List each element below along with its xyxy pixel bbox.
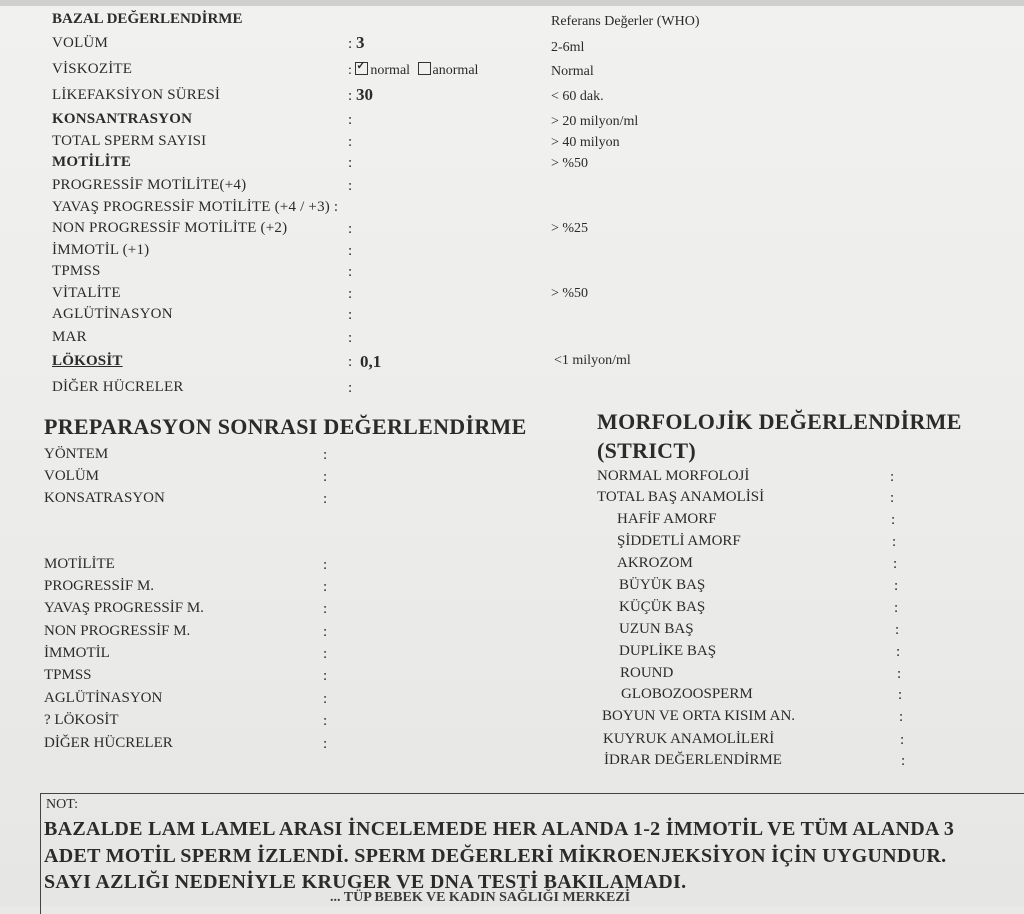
note-line-1: BAZALDE LAM LAMEL ARASI İNCELEMEDE HER ALANDA 1-2 İMMOTİL VE TÜM ALANDA 3: [44, 818, 955, 840]
morf-item-label: BOYUN VE ORTA KISIM AN.: [602, 708, 796, 724]
prep-item-label: TPMSS: [44, 667, 92, 683]
prep-item-label: DİĞER HÜCRELER: [44, 735, 173, 751]
non-progressif-label: NON PROGRESSİF MOTİLİTE (+2): [52, 220, 288, 236]
konsantrasyon-ref: > 20 milyon/ml: [551, 114, 639, 129]
prep-item-colon: :: [323, 736, 328, 752]
reference-title: Referans Değerler (WHO): [551, 14, 700, 29]
morf-item-colon: :: [894, 600, 899, 616]
prep-item-colon: :: [323, 713, 328, 729]
total-sperm-label: TOTAL SPERM SAYISI: [52, 133, 207, 149]
prep-item-colon: :: [323, 491, 328, 507]
morf-item-label: GLOBOZOOSPERM: [621, 686, 753, 702]
prep-item-colon: :: [323, 691, 328, 707]
aglutinasyon-label: AGLÜTİNASYON: [52, 306, 173, 322]
viskozite-colon: :: [348, 63, 352, 78]
total-sperm-colon: :: [348, 134, 353, 150]
vitalite-colon: :: [348, 286, 353, 302]
tpmss-colon: :: [348, 264, 353, 280]
motilite-ref: > %50: [551, 156, 589, 171]
morf-item-label: KÜÇÜK BAŞ: [619, 599, 706, 615]
prep-item-colon: :: [323, 646, 328, 662]
note-label: NOT:: [46, 797, 78, 812]
prep-item-label: KONSATRASYON: [44, 490, 165, 506]
morf-item-label: NORMAL MORFOLOJİ: [597, 468, 750, 484]
prep-item-colon: :: [323, 668, 328, 684]
progressif-colon: :: [348, 178, 353, 194]
aglutinasyon-colon: :: [348, 307, 353, 323]
motilite-label: MOTİLİTE: [52, 154, 132, 170]
morf-item-colon: :: [901, 753, 906, 769]
viskozite-label: VİSKOZİTE: [52, 61, 133, 77]
lokosit-colon: :: [348, 354, 353, 370]
morf-item-colon: :: [894, 578, 899, 594]
volum-value: 3: [356, 33, 365, 52]
likefaksiyon-colon: :: [348, 88, 353, 104]
motilite-colon: :: [348, 155, 353, 171]
morf-item-colon: :: [899, 709, 904, 725]
prep-item-label: PROGRESSİF M.: [44, 578, 155, 594]
note-line-3: SAYI AZLIĞI NEDENİYLE KRUGER VE DNA TESTİ BAKILAMADI.: [44, 871, 687, 893]
viskozite-options: [348, 62, 478, 79]
prep-title: PREPARASYON SONRASI DEĞERLENDİRME: [44, 414, 527, 439]
page-top-edge: [0, 0, 1024, 6]
lokosit-value: 0,1: [360, 352, 382, 371]
viskozite-ref: Normal: [551, 64, 594, 79]
normal-option-label: normal: [370, 63, 411, 78]
morf-item-label: DUPLİKE BAŞ: [619, 643, 717, 659]
morf-item-label: İDRAR DEĞERLENDİRME: [604, 752, 782, 768]
likefaksiyon-value: 30: [356, 85, 373, 104]
basal-title: BAZAL DEĞERLENDİRME: [52, 11, 243, 27]
anormal-checkbox[interactable]: [418, 62, 431, 75]
likefaksiyon-ref: < 60 dak.: [551, 89, 604, 104]
morf-item-colon: :: [896, 644, 901, 660]
morf-item-label: ŞİDDETLİ AMORF: [617, 533, 741, 549]
konsantrasyon-label: KONSANTRASYON: [52, 111, 193, 127]
progressif-label: PROGRESSİF MOTİLİTE(+4): [52, 177, 247, 193]
mar-label: MAR: [52, 329, 87, 345]
prep-item-colon: :: [323, 469, 328, 485]
morf-item-colon: :: [895, 622, 900, 638]
prep-item-label: AGLÜTİNASYON: [44, 690, 163, 706]
morf-item-label: HAFİF AMORF: [617, 511, 717, 527]
konsantrasyon-colon: :: [348, 112, 353, 128]
prep-item-label: YÖNTEM: [44, 446, 109, 462]
volum-label: VOLÜM: [52, 35, 108, 51]
morf-item-colon: :: [900, 732, 905, 748]
immotil-colon: :: [348, 243, 353, 259]
immotil-label: İMMOTİL (+1): [52, 242, 150, 258]
non-progressif-colon: :: [348, 221, 353, 237]
likefaksiyon-label: LİKEFAKSİYON SÜRESİ: [52, 87, 221, 103]
morf-item-label: BÜYÜK BAŞ: [619, 577, 706, 593]
morf-item-label: TOTAL BAŞ ANAMOLİSİ: [597, 489, 765, 505]
prep-item-colon: :: [323, 447, 328, 463]
prep-item-colon: :: [323, 579, 328, 595]
vitalite-ref: > %50: [551, 286, 589, 301]
normal-checkbox[interactable]: [355, 62, 368, 75]
mar-colon: :: [348, 330, 353, 346]
lokosit-ref: <1 milyon/ml: [554, 353, 631, 368]
volum-colon: :: [348, 36, 353, 52]
morf-item-colon: :: [892, 534, 897, 550]
morf-item-label: ROUND: [620, 665, 674, 681]
prep-item-label: YAVAŞ PROGRESSİF M.: [44, 600, 204, 616]
morf-item-label: KUYRUK ANAMOLİLERİ: [603, 731, 775, 747]
prep-item-colon: :: [323, 557, 328, 573]
morf-item-colon: :: [897, 666, 902, 682]
morf-item-colon: :: [890, 469, 895, 485]
prep-item-colon: :: [323, 601, 328, 617]
tpmss-label: TPMSS: [52, 263, 101, 279]
prep-item-label: NON PROGRESSİF M.: [44, 623, 191, 639]
footer-text: ... TÜP BEBEK VE KADIN SAĞLIĞI MERKEZİ: [330, 890, 631, 905]
morf-item-colon: :: [898, 687, 903, 703]
diger-hucreler-colon: :: [348, 380, 353, 396]
morf-item-colon: :: [890, 490, 895, 506]
morf-item-colon: :: [893, 556, 898, 572]
vitalite-label: VİTALİTE: [52, 285, 121, 301]
diger-hucreler-label: DİĞER HÜCRELER: [52, 379, 184, 395]
total-sperm-ref: > 40 milyon: [551, 135, 620, 150]
anormal-option-label: anormal: [432, 63, 479, 78]
lokosit-label: LÖKOSİT: [52, 353, 123, 369]
morf-item-label: UZUN BAŞ: [619, 621, 694, 637]
non-progressif-ref: > %25: [551, 221, 589, 236]
morf-title-line1: MORFOLOJİK DEĞERLENDİRME: [597, 409, 962, 434]
prep-item-label: VOLÜM: [44, 468, 99, 484]
prep-item-colon: :: [323, 624, 328, 640]
morf-item-label: AKROZOM: [617, 555, 693, 571]
prep-item-label: İMMOTİL: [44, 645, 110, 661]
volum-ref: 2-6ml: [551, 40, 585, 55]
morf-title-line2: (STRICT): [597, 438, 696, 463]
yavas-progressif-label: YAVAŞ PROGRESSİF MOTİLİTE (+4 / +3) :: [52, 199, 339, 215]
note-line-2: ADET MOTİL SPERM İZLENDİ. SPERM DEĞERLERİ MİKROENJEKSİYON İÇİN UYGUNDUR.: [44, 845, 947, 867]
prep-item-label: MOTİLİTE: [44, 556, 115, 572]
morf-item-colon: :: [891, 512, 896, 528]
prep-item-label: ? LÖKOSİT: [44, 712, 119, 728]
